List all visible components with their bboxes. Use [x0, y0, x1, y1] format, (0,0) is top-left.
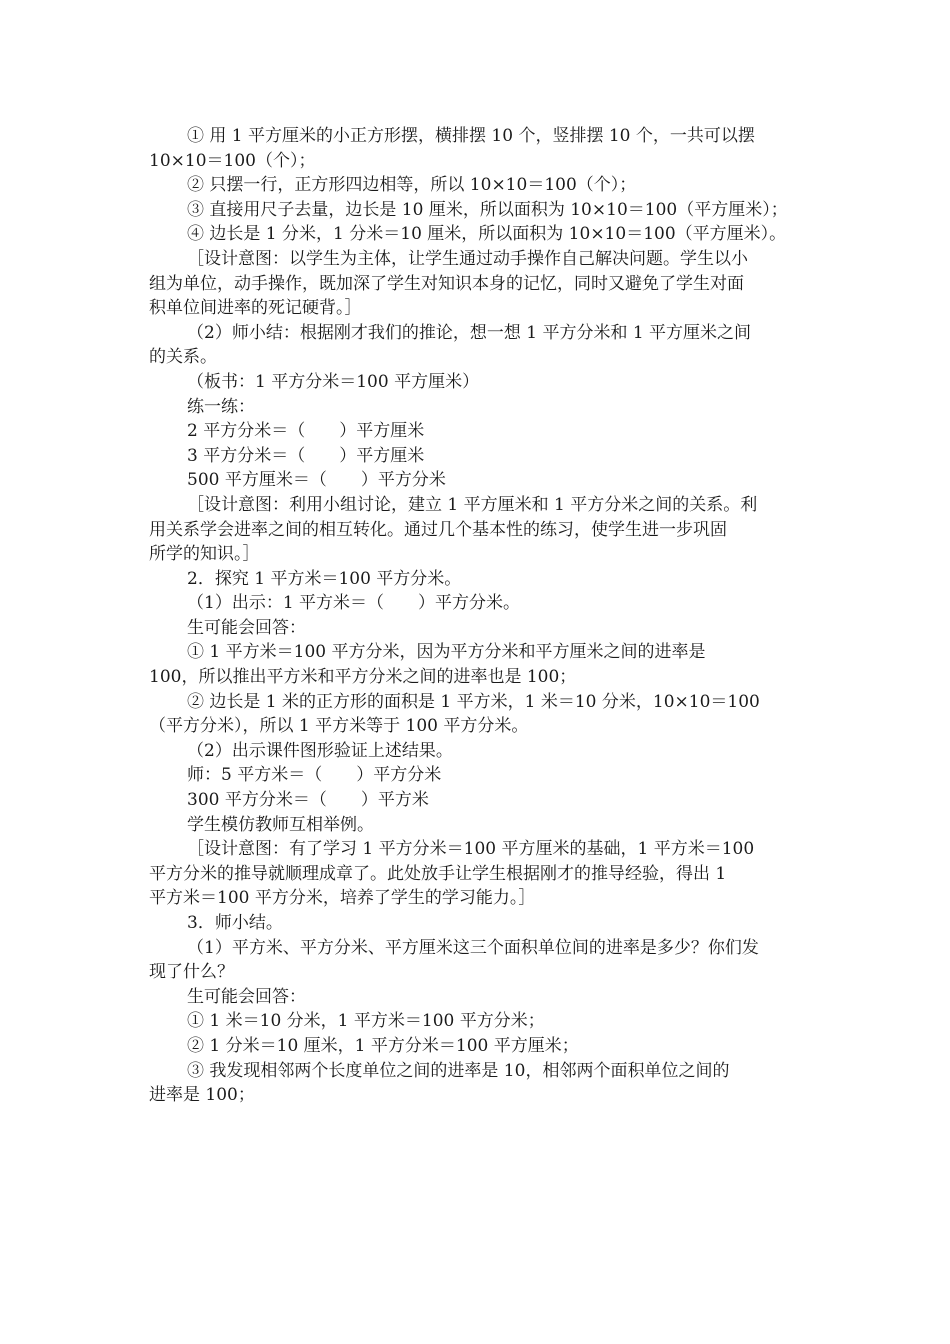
text-line: 100，所以推出平方米和平方分米之间的进率也是 100； — [149, 667, 577, 688]
text-line: 的关系。 — [149, 347, 217, 368]
text-line: 生可能会回答： — [187, 617, 306, 638]
text-line: 进率是 100； — [149, 1085, 255, 1106]
text-line: 2 平方分米＝（ ）平方厘米 — [187, 421, 425, 442]
text-line: ① 1 平方米＝100 平方分米，因为平方分米和平方厘米之间的进率是 — [187, 642, 706, 663]
text-line: 500 平方厘米＝（ ）平方分米 — [187, 470, 446, 491]
text-line: ［设计意图：有了学习 1 平方分米＝100 平方厘米的基础，1 平方米＝100 — [187, 839, 755, 860]
text-line: ② 1 分米＝10 厘米，1 平方分米＝100 平方厘米； — [187, 1035, 579, 1056]
text-line: 练一练： — [187, 396, 255, 417]
text-line: 平方米＝100 平方分米，培养了学生的学习能力。］ — [149, 888, 536, 909]
text-line: 2．探究 1 平方米＝100 平方分米。 — [187, 568, 462, 589]
text-line: 师：5 平方米＝（ ）平方分米 — [187, 765, 442, 786]
text-line: 生可能会回答： — [187, 986, 306, 1007]
text-line: （板书：1 平方分米＝100 平方厘米） — [187, 371, 480, 392]
text-line: （1）出示：1 平方米＝（ ）平方分米。 — [187, 593, 521, 614]
text-line: ② 边长是 1 米的正方形的面积是 1 平方米，1 米＝10 分米，10×10＝100 — [187, 691, 760, 712]
text-line: （2）师小结：根据刚才我们的推论，想一想 1 平方分米和 1 平方厘米之间 — [187, 322, 752, 343]
text-line: 3．师小结。 — [187, 913, 283, 933]
text-line: ④ 边长是 1 分米，1 分米＝10 厘米，所以面积为 10×10＝100（平方厘米）。 — [187, 224, 787, 245]
text-line: ［设计意图：利用小组讨论，建立 1 平方厘米和 1 平方分米之间的关系。利 — [187, 494, 758, 515]
text-line: 用关系学会进率之间的相互转化。通过几个基本性的练习，使学生进一步巩固 — [149, 519, 727, 540]
text-line: 3 平方分米＝（ ）平方厘米 — [187, 445, 425, 466]
text-line: （2）出示课件图形验证上述结果。 — [187, 740, 453, 761]
text-line: （平方分米），所以 1 平方米等于 100 平方分米。 — [149, 716, 529, 737]
text-line: ① 用 1 平方厘米的小正方形摆，横排摆 10 个，竖排摆 10 个，一共可以摆 — [187, 126, 755, 146]
text-line: 组为单位，动手操作，既加深了学生对知识本身的记忆，同时又避免了学生对面 — [149, 273, 744, 294]
text-line: 现了什么？ — [149, 962, 234, 983]
text-line: 所学的知识。］ — [149, 544, 260, 565]
text-line: 10×10＝100（个）； — [149, 150, 316, 171]
text-line: 学生模仿教师互相举例。 — [187, 814, 374, 835]
text-line: 300 平方分米＝（ ）平方米 — [187, 790, 429, 811]
text-line: ② 只摆一行，正方形四边相等，所以 10×10＝100（个）； — [187, 175, 637, 196]
text-line: 平方分米的推导就顺理成章了。此处放手让学生根据刚才的推导经验，得出 1 — [149, 863, 727, 884]
text-line: （1）平方米、平方分米、平方厘米这三个面积单位间的进率是多少？你们发 — [187, 937, 759, 958]
text-line: 积单位间进率的死记硬背。］ — [149, 298, 362, 319]
text-line: ① 1 米＝10 分米，1 平方米＝100 平方分米； — [187, 1011, 545, 1032]
document-body — [149, 124, 809, 1108]
text-line: ［设计意图：以学生为主体，让学生通过动手操作自己解决问题。学生以小 — [187, 248, 748, 269]
text-line: ③ 直接用尺子去量，边长是 10 厘米，所以面积为 10×10＝100（平方厘米）； — [187, 199, 788, 220]
text-line: ③ 我发现相邻两个长度单位之间的进率是 10，相邻两个面积单位之间的 — [187, 1060, 730, 1081]
